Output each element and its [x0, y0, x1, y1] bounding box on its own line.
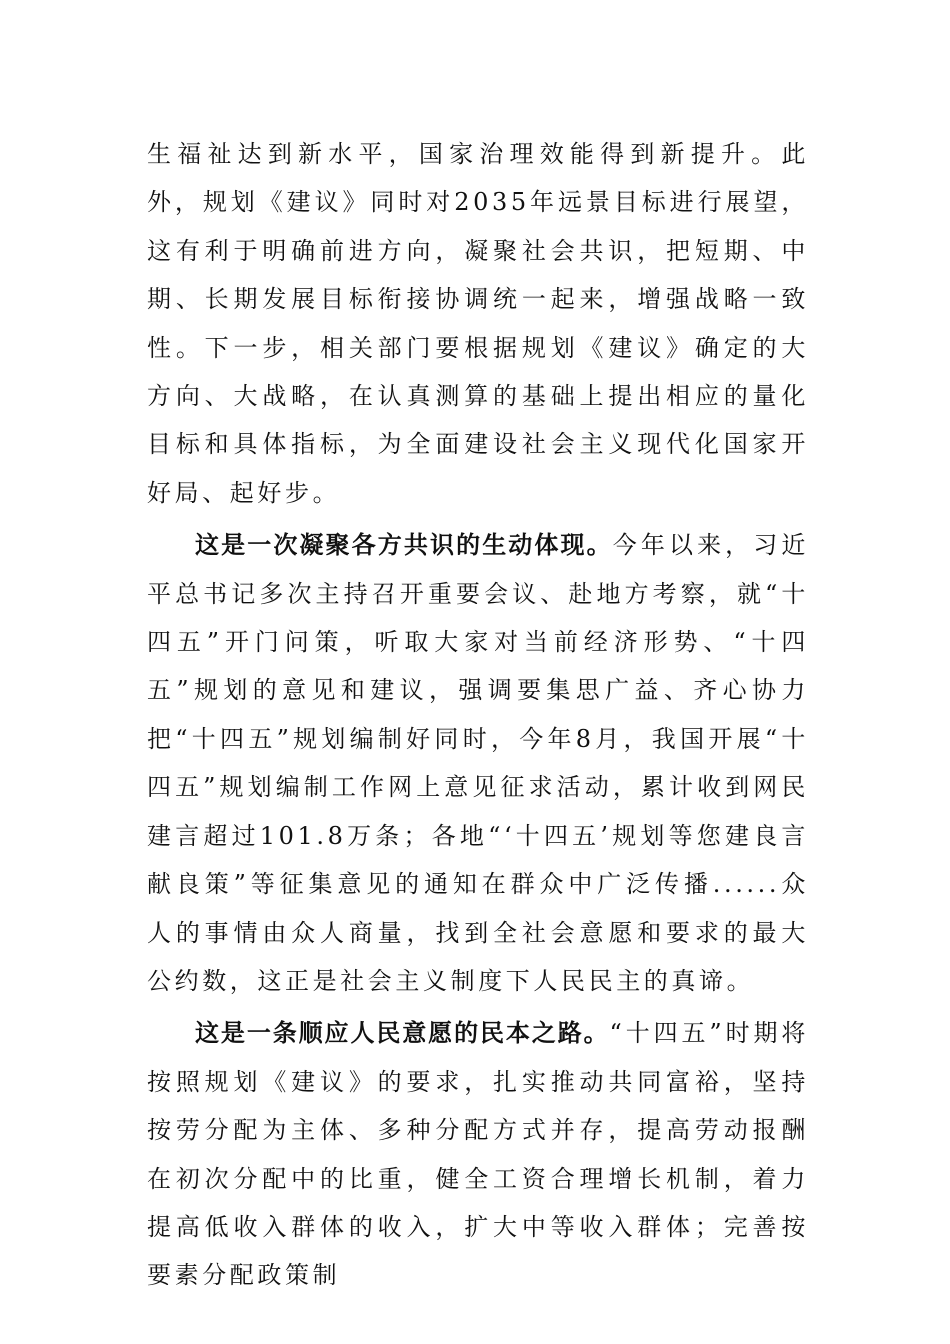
- paragraph-text: 生福祉达到新水平，国家治理效能得到新提升。此外，规划《建议》同时对2035年远景目标进行展望，这有利于明确前进方向，凝聚社会共识，把短期、中期、长期发展目标衔接协调统一起来，增强战略一致性。下一步，相关部门要根据规划《建议》确定的大方向、大战略，在认真测算的基础上提出相应的量化目标和具体指标，为全面建设社会主义现代化国家开好局、起好步。: [147, 140, 809, 507]
- document-body: [147, 130, 809, 1300]
- paragraph-consensus: [147, 521, 809, 1005]
- paragraph-people-centered: [147, 1009, 809, 1299]
- paragraph-text: “十四五”时期将按照规划《建议》的要求，扎实推动共同富裕，坚持按劳分配为主体、多种分配方式并存，提高劳动报酬在初次分配中的比重，健全工资合理增长机制，着力提高低收入群体的收入，扩大中等收入群体；完善按要素分配政策制: [147, 1019, 809, 1290]
- paragraph-continuation: [147, 130, 809, 517]
- paragraph-lead-heading: 这是一次凝聚各方共识的生动体现。: [195, 531, 613, 560]
- paragraph-text: 今年以来，习近平总书记多次主持召开重要会议、赴地方考察，就“十四五”开门问策，听取大家对当前经济形势、“十四五”规划的意见和建议，强调要集思广益、齐心协力把“十四五”规划编制好同时，今年8月，我国开展“十四五”规划编制工作网上意见征求活动，累计收到网民建言超过101.8万条；各地“‘十四五’规划等您建良言献良策”等征集意见的通知在群众中广泛传播......众人的事情由众人商量，找到全社会意愿和要求的最大公约数，这正是社会主义制度下人民民主的真谛。: [147, 531, 810, 995]
- paragraph-lead-heading: 这是一条顺应人民意愿的民本之路。: [195, 1019, 610, 1048]
